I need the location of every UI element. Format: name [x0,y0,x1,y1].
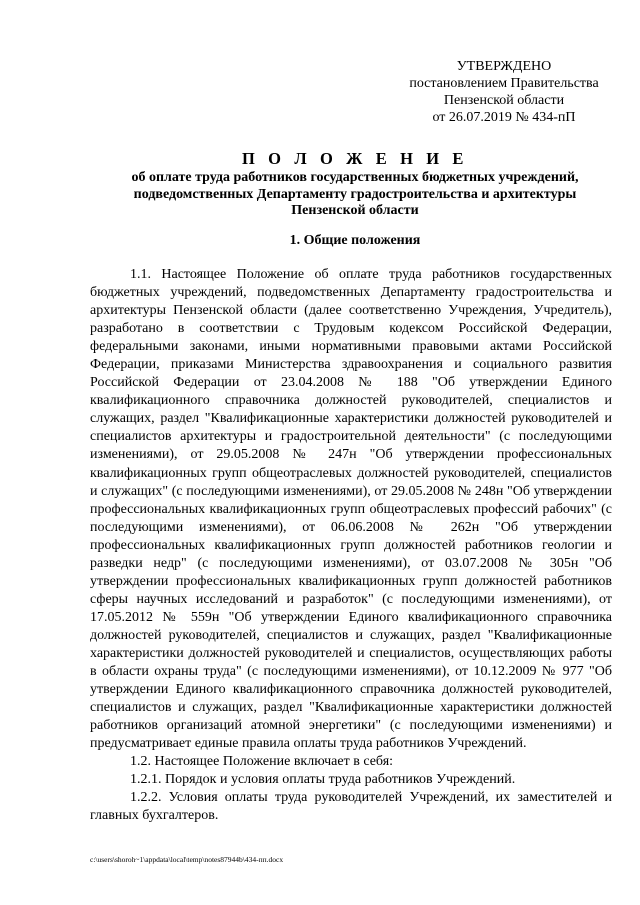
approval-title: УТВЕРЖДЕНО [456,59,552,74]
paragraph-1-1: 1.1. Настоящее Положение об оплате труда работников государственных бюджетных учреждений, подведомственных Департаменту градостроительства и архитектуры Пензенской области (далее соответственно Учреждения, Учредитель), разработано в соответствии с Трудовым кодексом Российской Федерации, федеральными законами, иными нормативными правовыми актами Российской Федерации, приказами Министерства здравоохранения и социального развития Российской Федерации от 23.04.2008 № 188 "Об утверждении Единого квалификационного справочника должностей руководителей, специалистов и служащих, раздел "Квалификационные характеристики должностей руководителей и специалистов архитектуры и градостроительной деятельности" (с последующими изменениями), от 29.05.2008 № 247н "Об утверждении профессиональных квалификационных групп общеотраслевых должностей руководителей, специалистов и служащих" (с последующими изменениями), от 29.05.2008 № 248н "Об утверждении профессиональных квалификационных групп общеотраслевых профессий рабочих" (с последующими изменениями), от 06.06.2008 № 262н "Об утверждении профессиональных квалификационных групп должностей работников геологии и разведки недр" (с последующими изменениями), от 03.07.2008 № 305н "Об утверждении профессиональных квалификационных групп должностей работников сферы научных исследований и разработок" (с последующими изменениями), от 17.05.2012 № 559н "Об утверждении Единого квалификационного справочника должностей руководителей, специалистов и служащих, раздел "Квалификационные характеристики должностей руководителей и специалистов, осуществляющих работы в области охраны труда" (с последующими изменениями), от 10.12.2009 № 977 "Об утверждении Единого квалификационного справочника должностей руководителей, специалистов и служащих, раздел "Квалификационные характеристики должностей работников организаций атомной энергетики" (с последующими изменениями) и предусматривает единые правила оплаты труда работников Учреждений. [90,267,612,752]
document-subtitle-line-2: подведомственных Департаменту градостроительства и архитектуры [133,186,577,202]
paragraph-1-2-1: 1.2.1. Порядок и условия оплаты труда работников Учреждений. [130,772,516,788]
approval-region: Пензенской области [443,93,565,108]
paragraph-1-2: 1.2. Настоящее Положение включает в себя: [130,754,394,770]
approval-stamp [394,58,614,126]
approval-date-number: от 26.07.2019 № 434-пП [432,110,576,125]
document-body [90,266,612,825]
document-subtitle-line-3: Пензенской области [291,203,419,218]
document-title-word: П О Л О Ж Е Н И Е [242,149,468,168]
file-path-footer: c:\users\shoroh~1\appdata\local\temp\notes87944b\434-пп.docx [90,855,284,864]
approval-by: постановлением Правительства [409,76,599,91]
document-title [80,149,630,220]
document-subtitle-line-1: об оплате труда работников государственных бюджетных учреждений, [131,170,579,185]
paragraph-1-2-2: 1.2.2. Условия оплаты труда руководителей Учреждений, их заместителей и главных бухгалтеров. [90,790,612,824]
section-heading: 1. Общие положения [289,233,421,248]
